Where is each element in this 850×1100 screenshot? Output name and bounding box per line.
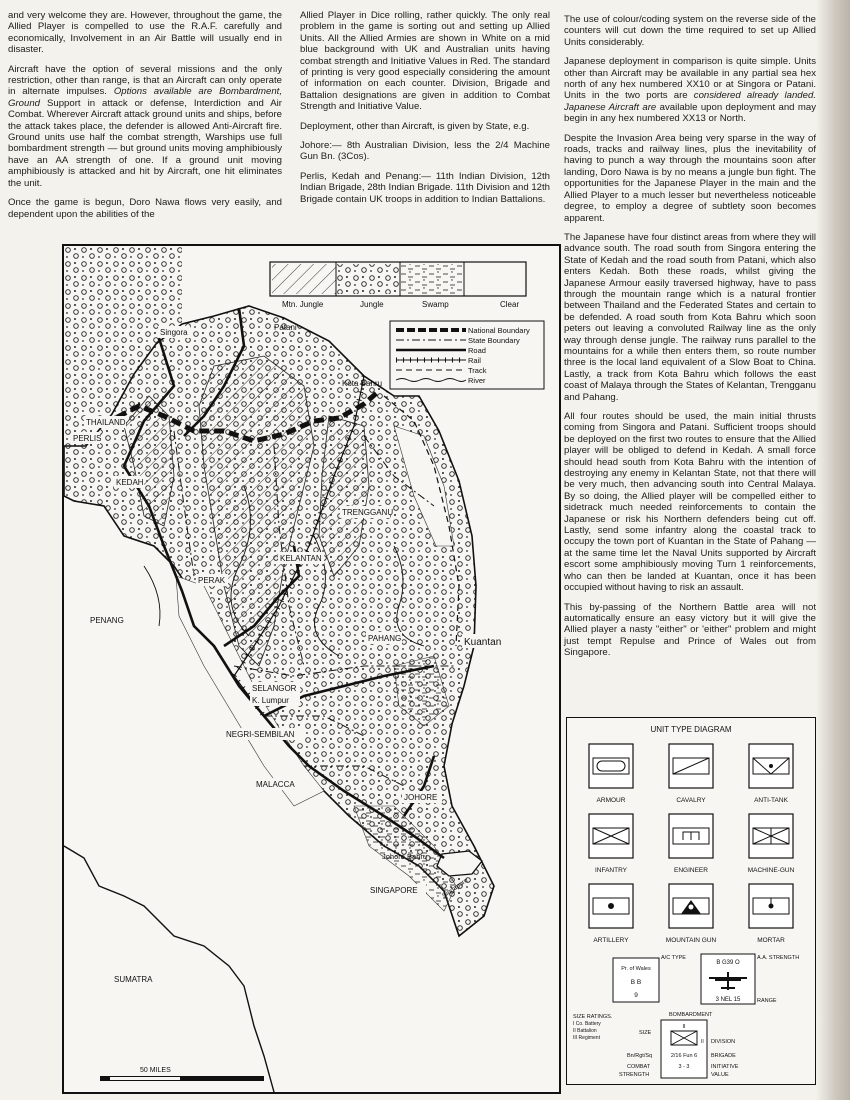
label-kota-bahru: Kota Bahru: [342, 379, 383, 388]
article-column-1: [8, 10, 282, 228]
size-rating-company: I Co. Battery: [573, 1021, 601, 1027]
strength-label: STRENGTH: [619, 1072, 650, 1078]
label-kuantan: Kuantan: [464, 637, 502, 648]
aircraft-type-label: A/C TYPE: [661, 955, 686, 961]
brigade-label: BRIGADE: [711, 1053, 736, 1059]
unit-armour-label: ARMOUR: [596, 797, 626, 804]
initiative-label: INITIATIVE: [711, 1064, 739, 1070]
paragraph: Deployment, other than Aircraft, is given by State, e.g.: [300, 120, 530, 132]
label-penang: PENANG: [90, 616, 124, 625]
paragraph: and very welcome they are. However, throughout the game, the Allied Player is compelled to use the R.A.F. carefully and economically, Involvement in an Air Battle will usually end in disaster.: [8, 10, 282, 56]
label-kedah: KEDAH: [116, 478, 144, 487]
paragraph: Despite the Invasion Area being very sparse in the way of roads, tracks and railway lines, plus the inevitability of having to punch a way through the mountains soon after landing, Doro Nawa is by no means a jungle bun fight. The opportunities for the Japanese Player in the main and the Allied Player to a much lesser but nevertheless noticeable degree, to employ a degree of subtlety soon becomes apparent.: [564, 132, 816, 224]
unit-diagram-drawing: [567, 718, 815, 1084]
paragraph: Aircraft have the option of several missions and the only restriction, other than range, is that an Aircraft can only operate in alternate impulses. Options available are Bombardment, Ground Support in attack or defense, Interdiction and Air Combat. Wherever Aircraft attack ground units and ships, before the attack takes place, the defender is allowed Anti-Aircraft fire. Ground units use half the combat strength, Warships use full bombardment strength — but ground units moving amphibiously have an AA strength of one. If a ground unit moving amphibiously is attacked and hit by Aircraft, one hit eliminates the unit.: [8, 63, 283, 189]
legend-jungle: Jungle: [360, 300, 384, 309]
legend-clear: Clear: [500, 300, 520, 309]
paragraph: All four routes should be used, the main initial thrusts coming from Singora and Patani. Sufficient troops should be deployed on the first two routes to ensure that the Allied player will be obliged to defend in Kedah. A small force should head south from Kota Bahru with the intention of destroying any enemy in Kelantan State, not that there will be very much, then advancing south into Central Malaya. By so doing, the Allied player will be compelled either to sidetrack much needed reinforcements to contain the Japanese or risk his Northern defenders being cut off. Lastly, send some infantry along the coastal track to occupy the town port of Kuantan in the State of Pahang — at the same time let the Naval Units supported by Aircraft escort some amphibiously moving Turn 1 reinforcements, who can then be landed at Kuantan, once it has been occupied without having to risk an assault.: [564, 411, 816, 594]
label-perak: PERAK: [198, 576, 226, 585]
label-singapore: SINGAPORE: [370, 886, 418, 895]
label-kelantan: KELANTAN: [280, 554, 322, 563]
paragraph: This by-passing of the Northern Battle area will not automatically ensure an easy victory but it will give the Allied player a nasty "either" or 'either" problem and might just tempt Repulse and Prince of Wales out from Singapore.: [564, 601, 816, 659]
legend-rail: Rail: [468, 356, 481, 365]
unit-infantry: [589, 814, 633, 874]
unit-artillery-label: ARTILLERY: [593, 937, 629, 944]
paragraph: Allied Player in Dice rolling, rather quickly. The only real problem in the game is sorting out and setting up Allied Units. All the Allied Armies are shown in White on a mid blue background with UK and Australian units having combat strength and Initiative Values in Red. The standard of printing is very good especially considering the amount of information on each counter. Division, Brigade and Battalion designations are given in addition to Combat Strength and Initiative Value.: [300, 10, 550, 113]
label-k-lumpur: K. Lumpur: [252, 696, 289, 705]
division-label: DIVISION: [711, 1039, 736, 1045]
label-johore-bahru: Johore Bahru: [382, 852, 428, 861]
ship-counter: [613, 958, 659, 1002]
label-malacca: MALACCA: [256, 780, 295, 789]
bn-rgt-sq-label: Bn/Rgt/Sq: [627, 1053, 653, 1059]
combat-value: 3 - 3: [678, 1064, 690, 1070]
unit-anti-tank-label: ANTI-TANK: [754, 797, 788, 804]
aa-strength-label: A.A. STRENGTH: [757, 955, 800, 961]
ship-name: Pr. of Wales: [621, 966, 651, 972]
size-ratings: [573, 1014, 613, 1041]
legend-road: Road: [468, 346, 486, 355]
size-label: SIZE: [639, 1030, 652, 1036]
legend-national-boundary: National Boundary: [468, 326, 530, 335]
label-selangor: SELANGOR: [252, 684, 297, 693]
unit-cavalry-label: CAVALRY: [676, 797, 706, 804]
size-rating-battalion: II Battalion: [573, 1028, 597, 1034]
label-singora: Singora: [160, 328, 188, 337]
peninsula-landmass: [64, 306, 494, 936]
ship-type: B B: [630, 979, 642, 986]
label-pahang: PAHANG: [368, 634, 402, 643]
unit-anti-tank: [749, 744, 793, 804]
line-legend: [390, 321, 544, 389]
paragraph: Johore:— 8th Australian Division, less the 2/4 Machine Gun Bn. (3Cos).: [300, 140, 550, 163]
sumatra-coastline: [64, 846, 274, 1092]
unit-armour: [589, 744, 633, 804]
legend-mtn-jungle: Mtn. Jungle: [282, 300, 324, 309]
map-drawing: [64, 246, 559, 1092]
ship-value: 9: [634, 992, 638, 999]
article-column-2: [300, 10, 550, 213]
unit-infantry-label: INFANTRY: [594, 867, 628, 874]
label-thailand: THAILAND: [86, 418, 126, 427]
division-value: II: [701, 1039, 704, 1045]
size-value: II: [682, 1024, 686, 1030]
malaya-map: [62, 244, 561, 1094]
unit-cavalry: [669, 744, 713, 804]
unit-mountain-gun: [666, 884, 717, 944]
size-ratings-title: SIZE RATINGS.: [573, 1014, 613, 1020]
bombardment-label: BOMBARDMENT: [669, 1012, 713, 1018]
unit-engineer-label: ENGINEER: [674, 867, 708, 874]
label-patani: Patani: [274, 323, 297, 332]
label-trengganu: TRENGGANU: [342, 508, 394, 517]
initiative-value: VALUE: [711, 1072, 729, 1078]
legend-swamp: Swamp: [422, 300, 449, 309]
combat-label: COMBAT: [627, 1064, 651, 1070]
aircraft-counter: [661, 954, 799, 1018]
label-singapore-strait: Singapore: [441, 876, 470, 900]
page-edge-shadow: [816, 0, 850, 1100]
legend-track: Track: [468, 366, 487, 375]
label-sumatra: SUMATRA: [114, 975, 153, 984]
scale-label: 50 MILES: [140, 1067, 171, 1074]
legend-state-boundary: State Boundary: [468, 336, 520, 345]
aircraft-designation: B G39 O: [716, 960, 740, 966]
label-perlis: PERLIS: [73, 434, 102, 443]
paragraph: Japanese deployment in comparison is quite simple. Units other than Aircraft may be available in any partial sea hex north of any hex numbered XX10 or at Singora or Patani. Units in the two ports are considered already landed. Japanese Aircraft are available upon deployment and may begin in any hex numbered XX13 or North.: [564, 56, 816, 125]
unit-machine-gun-label: MACHINE-GUN: [747, 867, 795, 874]
unit-artillery: [589, 884, 633, 944]
unit-machine-gun: [748, 814, 795, 874]
unit-mountain-gun-label: MOUNTAIN GUN: [665, 937, 717, 944]
brigade-value: 2/16 Fun 6: [670, 1053, 698, 1059]
terrain-legend: [270, 262, 526, 309]
scale-bar: [100, 1067, 264, 1081]
label-negri-sembilan: NEGRI-SEMBILAN: [226, 730, 295, 739]
paragraph: Once the game is begun, Doro Nawa flows very easily, and dependent upon the abilities of the: [8, 197, 282, 220]
unit-type-diagram: [566, 717, 816, 1085]
aircraft-stats: 3 NEL 15: [715, 997, 741, 1003]
paragraph: The use of colour/coding system on the reverse side of the counters will cut down the time required to set up Allied Units considerably.: [564, 14, 816, 48]
paragraph: Perlis, Kedah and Penang:— 11th Indian Division, 12th Indian Brigade, 28th Indian Brigade. 11th Division and 12th Brigade contain UK troops in addition to Indian Battalions.: [300, 170, 550, 205]
unit-mortar-label: MORTAR: [757, 937, 785, 944]
unit-engineer: [669, 814, 713, 874]
label-johore: JOHORE: [404, 793, 438, 802]
size-rating-regiment: III Regiment: [573, 1035, 600, 1041]
unit-mortar: [749, 884, 793, 944]
example-unit-counter: [619, 1020, 739, 1078]
legend-river: River: [468, 376, 486, 385]
paragraph: The Japanese have four distinct areas from where they will advance south. The road south from Singora entering the State of Kedah and the road south from Patani, which also enters Kedah. Both these roads, whilst giving the Japanese Armour easily traversed highway, have to pass through the mountain range which is a natural frontier between Thailand and the Federated States and certain to be defended. A road south from Kota Bahru which soon peters out leaving a convoluted Railway line as the only way through dense jungle. The railway runs parallel to the mountains for a while then enters them, so route number three is the local land equivalent of a Slow Boat to China. Lastly, a track from Kota Bahru which follows the east coast of Malaya through the States of Kelantan, Trengganu and Pahang.: [564, 231, 816, 403]
unit-diagram-title: UNIT TYPE DIAGRAM: [650, 725, 732, 734]
range-label: RANGE: [757, 998, 777, 1004]
article-column-3: [564, 14, 816, 667]
